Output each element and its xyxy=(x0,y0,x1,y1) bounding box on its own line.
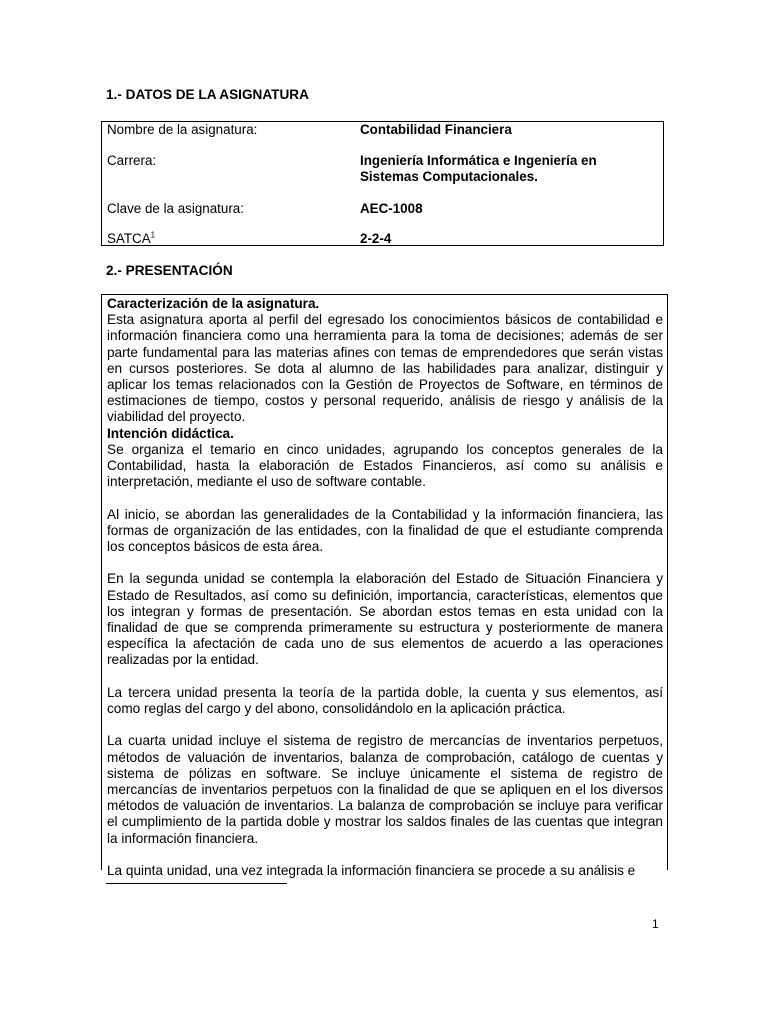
satca-value: 2-2-4 xyxy=(360,231,392,246)
paragraph-5: La cuarta unidad incluye el sistema de registro de mercancías de inventarios perpetuos, métodos de valuación de inventarios, balanza de comprobación, catálogo de cuentas y sistema de pólizas en software. Se incluye únicamente el sistema de registro de mercancías de inventarios perpetuos con la finalidad de que se apliquen en el los diversos métodos de valuación de inventarios. La balanza de comprobación se incluye para verificar el cumplimiento de la partida doble y mostrar los saldos finales de las cuentas que integran la información financiera. xyxy=(107,733,663,846)
section-2-heading: 2.- PRESENTACIÓN xyxy=(106,263,233,278)
footnote-marker: 1 xyxy=(150,230,156,240)
section-1-heading: 1.- DATOS DE LA ASIGNATURA xyxy=(106,87,309,102)
paragraph-3: En la segunda unidad se contempla la elaboración del Estado de Situación Financiera y Estado de Resultados, así como su definición, importancia, características, elementos que los integran y formas de presentación. Se abordan estos temas en esta unidad con la finalidad de que se comprenda primeramente su estructura y posteriormente de manera específica la afectación de cada uno de sus elementos de acuerdo a las operaciones realizadas por la entidad. xyxy=(107,571,663,668)
course-key-label: Clave de la asignatura: xyxy=(107,201,244,216)
paragraph-2: Al inicio, se abordan las generalidades de la Contabilidad y la información financiera, las formas de organización de las entidades, con la finalidad de que el estudiante comprenda los conceptos básicos de esta área. xyxy=(107,506,663,555)
course-key-value: AEC-1008 xyxy=(360,201,423,216)
page-number: 1 xyxy=(652,917,659,931)
caracterizacion-title: Caracterización de la asignatura. xyxy=(107,296,320,311)
caracterizacion-text: Esta asignatura aporta al perfil del egresado los conocimientos básicos de contabilidad e información financiera como una herramienta para la toma de decisiones; además de ser parte fundamental para las materias afines con temas de emprendedores que serán vistas en cursos posteriores. Se dota al alumno de las habilidades para analizar, distinguir y aplicar los temas relacionados con la Gestión de Proyectos de Software, en términos de estimaciones de tiempo, costos y personal requerido, análisis de riesgo y análisis de la viabilidad del proyecto. xyxy=(107,312,663,425)
career-label: Carrera: xyxy=(107,153,157,168)
paragraph-1: Se organiza el temario en cinco unidades, agrupando los conceptos generales de la Contabilidad, hasta la elaboración de Estados Financieros, así como su análisis e interpretación, mediante el uso de software contable. xyxy=(107,441,663,490)
course-name-label: Nombre de la asignatura: xyxy=(107,122,258,137)
intencion-title: Intención didáctica. xyxy=(107,425,234,441)
career-value: Ingeniería Informática e Ingeniería en Sistemas Computacionales. xyxy=(360,153,597,184)
course-data-table xyxy=(101,121,664,246)
presentation-box xyxy=(101,294,668,879)
paragraph-6: La quinta unidad, una vez integrada la información financiera se procede a su análisis e xyxy=(107,863,636,879)
paragraph-4: La tercera unidad presenta la teoría de la partida doble, la cuenta y sus elementos, así como reglas del cargo y del abono, consolidándolo en la aplicación práctica. xyxy=(107,684,663,717)
footnote-separator xyxy=(106,883,287,884)
course-name-value: Contabilidad Financiera xyxy=(360,122,512,137)
satca-label-text: SATCA xyxy=(107,231,151,246)
satca-label xyxy=(107,231,155,247)
